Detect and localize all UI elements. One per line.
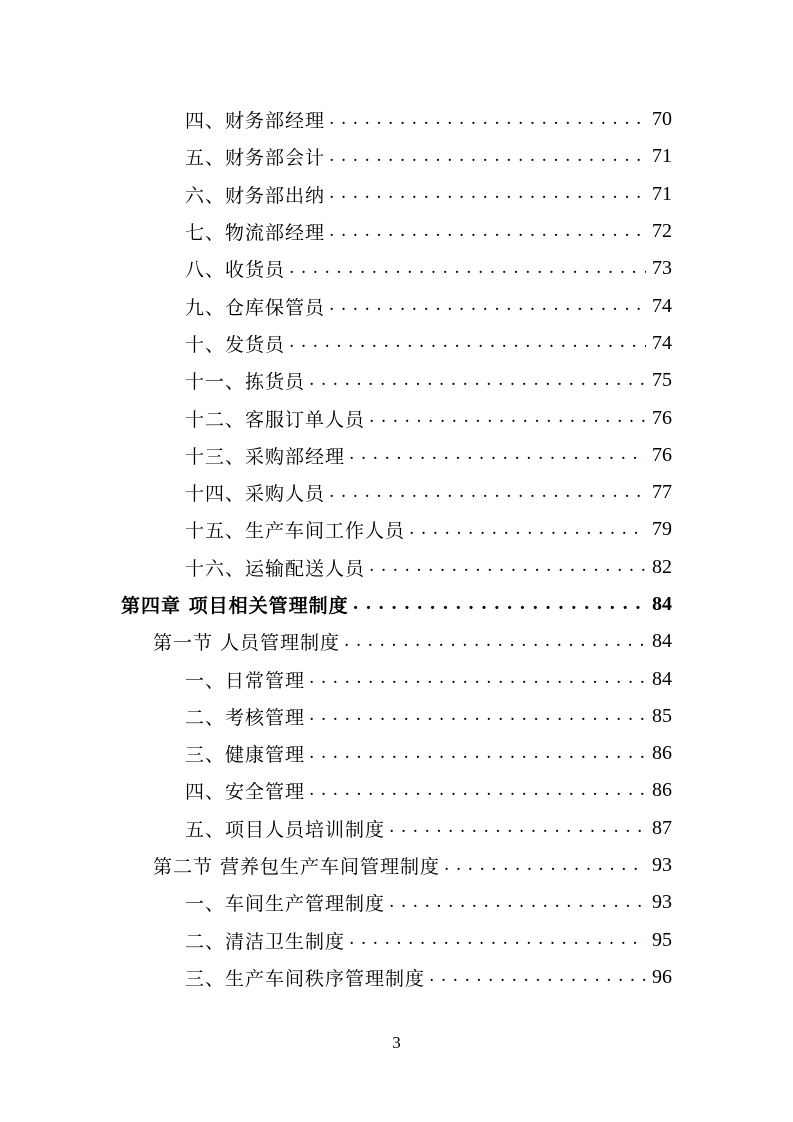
toc-entry-content — [185, 922, 672, 959]
toc-leader-dots — [289, 250, 646, 287]
toc-entry-title: 二、考核管理 — [185, 706, 306, 729]
toc-entry-content — [185, 735, 672, 772]
toc-entry[interactable] — [0, 101, 793, 138]
toc-leader-dots — [309, 660, 646, 697]
toc-entry-title: 第四章 项目相关管理制度 — [121, 595, 349, 617]
toc-entry-title: 九、仓库保管员 — [185, 296, 326, 319]
toc-entry-page-number: 73 — [652, 257, 672, 280]
toc-entry-content — [185, 810, 672, 847]
toc-leader-dots — [409, 511, 646, 548]
toc-section-entry[interactable] — [0, 847, 793, 884]
toc-leader-dots — [289, 325, 646, 362]
toc-leader-dots — [329, 176, 646, 213]
toc-entry-page-number: 93 — [652, 854, 672, 877]
toc-entry-content — [185, 138, 672, 175]
toc-entry-content — [185, 698, 672, 735]
toc-entry-title: 十、发货员 — [185, 333, 286, 356]
toc-entry[interactable] — [0, 362, 793, 399]
toc-entry[interactable] — [0, 325, 793, 362]
toc-leader-dots — [349, 437, 646, 474]
table-of-contents — [0, 101, 793, 996]
toc-entry-title: 七、物流部经理 — [185, 222, 326, 245]
toc-entry-page-number: 82 — [652, 555, 672, 578]
toc-entry-content — [185, 772, 672, 809]
toc-entry-page-number: 96 — [652, 965, 672, 988]
toc-leader-dots — [369, 549, 646, 586]
toc-entry-title: 三、生产车间秩序管理制度 — [185, 967, 426, 990]
toc-entry[interactable] — [0, 399, 793, 436]
toc-leader-dots — [329, 138, 646, 175]
toc-entry-title: 一、车间生产管理制度 — [185, 893, 386, 916]
toc-entry-content — [185, 362, 672, 399]
toc-leader-dots — [309, 772, 646, 809]
page-number: 3 — [392, 1033, 401, 1052]
toc-entry-title: 十五、生产车间工作人员 — [185, 520, 406, 543]
toc-entry-content — [185, 287, 672, 324]
toc-entry[interactable] — [0, 698, 793, 735]
toc-entry-content — [185, 474, 672, 511]
toc-entry-title: 六、财务部出纳 — [185, 184, 326, 207]
toc-entry-page-number: 93 — [652, 891, 672, 914]
toc-leader-dots — [309, 362, 646, 399]
toc-entry[interactable] — [0, 250, 793, 287]
toc-entry-title: 第二节 营养包生产车间管理制度 — [153, 856, 441, 879]
toc-entry-content — [185, 176, 672, 213]
toc-leader-dots — [389, 810, 646, 847]
toc-entry[interactable] — [0, 884, 793, 921]
toc-entry-content — [185, 213, 672, 250]
toc-entry-content — [121, 586, 672, 623]
toc-entry[interactable] — [0, 922, 793, 959]
toc-leader-dots — [309, 698, 646, 735]
toc-entry-title: 十四、采购人员 — [185, 483, 326, 506]
toc-leader-dots — [329, 287, 646, 324]
toc-entry-title: 十一、拣货员 — [185, 371, 306, 394]
toc-entry-page-number: 72 — [652, 220, 672, 243]
toc-entry[interactable] — [0, 437, 793, 474]
toc-entry-title: 十六、运输配送人员 — [185, 557, 366, 580]
toc-entry[interactable] — [0, 810, 793, 847]
toc-leader-dots — [344, 623, 646, 660]
toc-leader-dots — [429, 959, 646, 996]
toc-entry-title: 第一节 人员管理制度 — [153, 632, 341, 655]
toc-entry-page-number: 84 — [652, 593, 672, 615]
toc-entry-content — [185, 437, 672, 474]
toc-entry[interactable] — [0, 287, 793, 324]
toc-entry-page-number: 74 — [652, 331, 672, 354]
toc-entry-content — [185, 549, 672, 586]
toc-entry-page-number: 74 — [652, 294, 672, 317]
toc-entry-title: 十二、客服订单人员 — [185, 408, 366, 431]
toc-entry[interactable] — [0, 511, 793, 548]
toc-entry-content — [185, 101, 672, 138]
toc-entry-content — [153, 847, 672, 884]
toc-entry[interactable] — [0, 138, 793, 175]
toc-entry-page-number: 86 — [652, 742, 672, 765]
toc-chapter-entry[interactable] — [0, 586, 793, 623]
toc-entry-content — [185, 511, 672, 548]
toc-entry-title: 八、收货员 — [185, 259, 286, 282]
toc-entry-page-number: 87 — [652, 816, 672, 839]
toc-entry[interactable] — [0, 176, 793, 213]
toc-entry-title: 五、项目人员培训制度 — [185, 818, 386, 841]
toc-entry[interactable] — [0, 735, 793, 772]
toc-entry-page-number: 71 — [652, 182, 672, 205]
toc-entry-page-number: 85 — [652, 704, 672, 727]
toc-entry-page-number: 71 — [652, 145, 672, 168]
toc-section-entry[interactable] — [0, 623, 793, 660]
toc-entry-title: 十三、采购部经理 — [185, 445, 346, 468]
toc-entry-page-number: 95 — [652, 928, 672, 951]
toc-entry-title: 二、清洁卫生制度 — [185, 930, 346, 953]
toc-leader-dots — [309, 735, 646, 772]
toc-entry-page-number: 86 — [652, 779, 672, 802]
toc-entry-page-number: 70 — [652, 108, 672, 131]
toc-entry-page-number: 76 — [652, 443, 672, 466]
toc-entry-title: 四、安全管理 — [185, 781, 306, 804]
toc-entry-content — [185, 959, 672, 996]
toc-entry-page-number: 79 — [652, 518, 672, 541]
toc-entry[interactable] — [0, 959, 793, 996]
toc-entry[interactable] — [0, 660, 793, 697]
toc-leader-dots — [329, 474, 646, 511]
toc-entry-title: 一、日常管理 — [185, 669, 306, 692]
toc-entry[interactable] — [0, 474, 793, 511]
toc-entry-content — [185, 325, 672, 362]
toc-leader-dots — [389, 884, 646, 921]
toc-entry-content — [185, 250, 672, 287]
toc-entry-content — [185, 884, 672, 921]
toc-entry-content — [153, 623, 672, 660]
toc-leader-dots — [353, 586, 646, 623]
toc-entry-page-number: 75 — [652, 369, 672, 392]
toc-entry-page-number: 76 — [652, 406, 672, 429]
toc-leader-dots — [369, 399, 646, 436]
toc-leader-dots — [329, 213, 646, 250]
toc-entry-title: 四、财务部经理 — [185, 110, 326, 133]
toc-leader-dots — [349, 922, 646, 959]
toc-entry[interactable] — [0, 213, 793, 250]
toc-entry-page-number: 84 — [652, 630, 672, 653]
toc-entry[interactable] — [0, 772, 793, 809]
toc-entry-title: 三、健康管理 — [185, 744, 306, 767]
toc-entry-content — [185, 660, 672, 697]
toc-entry-title: 五、财务部会计 — [185, 147, 326, 170]
toc-leader-dots — [444, 847, 646, 884]
toc-entry-content — [185, 399, 672, 436]
toc-entry-page-number: 84 — [652, 667, 672, 690]
toc-entry-page-number: 77 — [652, 481, 672, 504]
toc-leader-dots — [329, 101, 646, 138]
toc-entry[interactable] — [0, 549, 793, 586]
